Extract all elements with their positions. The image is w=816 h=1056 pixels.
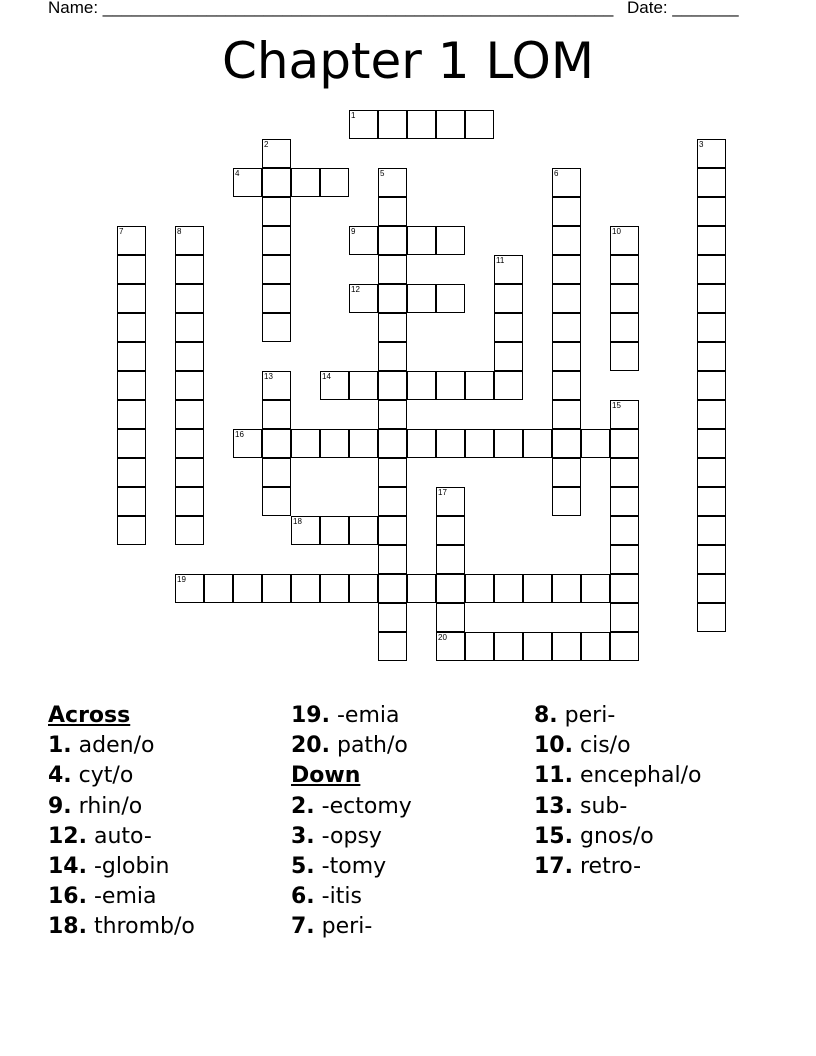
grid-cell[interactable] <box>378 574 407 603</box>
grid-cell[interactable] <box>523 429 552 458</box>
grid-cell[interactable] <box>378 284 407 313</box>
grid-cell[interactable] <box>378 226 407 255</box>
grid-cell[interactable] <box>378 458 407 487</box>
grid-cell[interactable] <box>494 255 523 284</box>
grid-cell[interactable] <box>610 487 639 516</box>
grid-cell[interactable] <box>175 371 204 400</box>
grid-cell[interactable] <box>349 226 378 255</box>
clue-across-4 <box>48 761 195 791</box>
grid-cell[interactable] <box>552 226 581 255</box>
grid-cell-number: 20 <box>438 633 447 642</box>
grid-cell-number: 18 <box>293 517 302 526</box>
grid-cell[interactable] <box>320 516 349 545</box>
clue-down-11 <box>534 761 701 791</box>
grid-cell[interactable] <box>262 487 291 516</box>
grid-cell[interactable] <box>697 342 726 371</box>
page-title: Chapter 1 LOM <box>221 32 595 90</box>
clue-number: 17. <box>534 853 573 879</box>
grid-cell[interactable] <box>320 371 349 400</box>
grid-cell[interactable] <box>697 226 726 255</box>
grid-cell[interactable] <box>697 458 726 487</box>
clue-across-9 <box>48 792 195 822</box>
grid-cell[interactable] <box>697 545 726 574</box>
clue-text: cis/o <box>579 733 631 759</box>
grid-cell[interactable] <box>494 284 523 313</box>
grid-cell[interactable] <box>175 313 204 342</box>
grid-cell[interactable] <box>378 197 407 226</box>
clue-number: 6. <box>291 884 315 910</box>
grid-cell[interactable] <box>378 603 407 632</box>
clue-number: 15. <box>534 823 573 849</box>
grid-cell[interactable] <box>436 487 465 516</box>
grid-cell[interactable] <box>552 429 581 458</box>
clue-text: -globin <box>93 853 170 879</box>
grid-cell[interactable] <box>697 284 726 313</box>
grid-cell[interactable] <box>610 284 639 313</box>
clue-number: 10. <box>534 733 573 759</box>
across-heading: Across <box>48 703 131 728</box>
clue-down-6 <box>291 882 412 912</box>
clue-text: encephal/o <box>579 763 702 789</box>
grid-cell[interactable] <box>349 110 378 139</box>
grid-cell-number: 4 <box>235 169 240 178</box>
grid-cell[interactable] <box>378 632 407 661</box>
grid-cell[interactable] <box>436 371 465 400</box>
clue-text: -emia <box>93 884 157 910</box>
clue-text: sub- <box>579 793 628 819</box>
grid-cell-number: 12 <box>351 285 360 294</box>
clue-down-10 <box>534 731 701 761</box>
grid-cell[interactable] <box>175 458 204 487</box>
grid-cell[interactable] <box>320 168 349 197</box>
grid-cell[interactable] <box>117 400 146 429</box>
grid-cell[interactable] <box>436 545 465 574</box>
grid-cell[interactable] <box>697 574 726 603</box>
clue-number: 7. <box>291 914 315 940</box>
grid-cell[interactable] <box>494 342 523 371</box>
grid-cell[interactable] <box>552 197 581 226</box>
grid-cell[interactable] <box>175 400 204 429</box>
grid-cell[interactable] <box>117 284 146 313</box>
clue-number: 2. <box>291 793 315 819</box>
grid-cell[interactable] <box>436 226 465 255</box>
grid-cell[interactable] <box>610 632 639 661</box>
grid-cell[interactable] <box>378 487 407 516</box>
grid-cell[interactable] <box>523 632 552 661</box>
clue-number: 13. <box>534 793 573 819</box>
clue-number: 9. <box>48 793 72 819</box>
clue-down-7 <box>291 912 412 942</box>
grid-cell[interactable] <box>697 487 726 516</box>
grid-cell[interactable] <box>291 429 320 458</box>
grid-cell[interactable] <box>233 168 262 197</box>
clue-text: -emia <box>336 703 400 728</box>
clue-column-3 <box>534 701 701 882</box>
grid-cell[interactable] <box>291 574 320 603</box>
grid-cell[interactable] <box>436 574 465 603</box>
grid-cell[interactable] <box>262 458 291 487</box>
grid-cell[interactable] <box>610 342 639 371</box>
grid-cell[interactable] <box>407 574 436 603</box>
clue-number: 11. <box>534 763 573 789</box>
grid-cell[interactable] <box>407 110 436 139</box>
grid-cell[interactable] <box>262 226 291 255</box>
grid-cell[interactable] <box>175 226 204 255</box>
grid-cell[interactable] <box>378 545 407 574</box>
grid-cell[interactable] <box>697 400 726 429</box>
grid-cell[interactable] <box>349 516 378 545</box>
grid-cell[interactable] <box>262 429 291 458</box>
clue-down-17 <box>534 852 701 882</box>
clue-column-1 <box>48 701 195 943</box>
grid-cell[interactable] <box>262 168 291 197</box>
grid-cell[interactable] <box>697 255 726 284</box>
grid-cell[interactable] <box>610 400 639 429</box>
grid-cell[interactable] <box>349 284 378 313</box>
grid-cell[interactable] <box>697 139 726 168</box>
grid-cell[interactable] <box>494 313 523 342</box>
clue-across-12 <box>48 822 195 852</box>
grid-cell-number: 17 <box>438 488 447 497</box>
grid-cell[interactable] <box>610 574 639 603</box>
grid-cell[interactable] <box>407 226 436 255</box>
grid-cell[interactable] <box>117 487 146 516</box>
grid-cell[interactable] <box>465 110 494 139</box>
clue-text: -opsy <box>321 823 382 849</box>
clue-column-2 <box>291 701 412 943</box>
grid-cell[interactable] <box>523 574 552 603</box>
grid-cell[interactable] <box>378 400 407 429</box>
grid-cell[interactable] <box>117 226 146 255</box>
grid-cell[interactable] <box>291 516 320 545</box>
grid-cell[interactable] <box>436 516 465 545</box>
grid-cell[interactable] <box>407 429 436 458</box>
clue-down-13 <box>534 792 701 822</box>
grid-cell[interactable] <box>552 371 581 400</box>
grid-cell[interactable] <box>697 168 726 197</box>
grid-cell[interactable] <box>175 429 204 458</box>
grid-cell-number: 11 <box>496 256 505 265</box>
clue-number: 12. <box>48 823 87 849</box>
clue-text: -ectomy <box>321 793 412 819</box>
grid-cell[interactable] <box>378 342 407 371</box>
clue-number: 8. <box>534 703 558 728</box>
grid-cell[interactable] <box>436 110 465 139</box>
grid-cell[interactable] <box>378 371 407 400</box>
clue-text: path/o <box>336 733 408 759</box>
clue-text: cyt/o <box>78 763 134 789</box>
clue-down-2 <box>291 792 412 822</box>
clue-number: 5. <box>291 853 315 879</box>
grid-cell-number: 14 <box>322 372 331 381</box>
grid-cell[interactable] <box>175 342 204 371</box>
grid-cell[interactable] <box>552 632 581 661</box>
grid-cell[interactable] <box>407 371 436 400</box>
grid-cell[interactable] <box>175 487 204 516</box>
grid-cell[interactable] <box>378 429 407 458</box>
grid-cell[interactable] <box>117 371 146 400</box>
grid-cell[interactable] <box>494 574 523 603</box>
clue-number: 4. <box>48 763 72 789</box>
grid-cell[interactable] <box>465 632 494 661</box>
grid-cell-number: 9 <box>351 227 356 236</box>
grid-cell[interactable] <box>262 139 291 168</box>
grid-cell[interactable] <box>262 371 291 400</box>
grid-cell[interactable] <box>610 255 639 284</box>
grid-cell[interactable] <box>378 516 407 545</box>
grid-cell[interactable] <box>349 574 378 603</box>
grid-cell[interactable] <box>581 574 610 603</box>
grid-cell[interactable] <box>465 371 494 400</box>
grid-cell[interactable] <box>552 168 581 197</box>
clue-text: thromb/o <box>93 914 195 940</box>
grid-cell[interactable] <box>175 284 204 313</box>
grid-cell[interactable] <box>697 603 726 632</box>
grid-cell[interactable] <box>465 429 494 458</box>
grid-cell[interactable] <box>697 516 726 545</box>
clue-across-14 <box>48 852 195 882</box>
grid-cell[interactable] <box>262 313 291 342</box>
grid-cell[interactable] <box>610 545 639 574</box>
clue-across-16 <box>48 882 195 912</box>
grid-cell[interactable] <box>262 255 291 284</box>
clue-text: aden/o <box>78 733 155 759</box>
clue-down-15 <box>534 822 701 852</box>
grid-cell[interactable] <box>552 284 581 313</box>
clue-across-18 <box>48 912 195 942</box>
grid-cell[interactable] <box>610 458 639 487</box>
clue-text: gnos/o <box>579 823 654 849</box>
grid-cell[interactable] <box>581 429 610 458</box>
grid-cell[interactable] <box>436 284 465 313</box>
grid-cell[interactable] <box>697 429 726 458</box>
grid-cell[interactable] <box>581 632 610 661</box>
grid-cell-number: 10 <box>612 227 621 236</box>
grid-cell[interactable] <box>552 574 581 603</box>
grid-cell[interactable] <box>378 255 407 284</box>
grid-cell[interactable] <box>697 197 726 226</box>
grid-cell[interactable] <box>697 371 726 400</box>
clue-text: peri- <box>321 914 373 940</box>
grid-cell[interactable] <box>262 400 291 429</box>
grid-cell-number: 19 <box>177 575 186 584</box>
grid-cell[interactable] <box>378 313 407 342</box>
grid-cell[interactable] <box>320 574 349 603</box>
grid-cell-number: 7 <box>119 227 124 236</box>
grid-cell[interactable] <box>175 255 204 284</box>
name-field-label: Name: ______________________________________________________ <box>48 0 614 17</box>
grid-cell[interactable] <box>610 516 639 545</box>
grid-cell[interactable] <box>262 284 291 313</box>
grid-cell[interactable] <box>610 226 639 255</box>
clue-number: 20. <box>291 733 330 759</box>
grid-cell-number: 2 <box>264 140 269 149</box>
clue-down-3 <box>291 822 412 852</box>
clue-across-1 <box>48 731 195 761</box>
grid-cell[interactable] <box>233 574 262 603</box>
clue-text: auto- <box>93 823 152 849</box>
grid-cell[interactable] <box>436 632 465 661</box>
grid-cell-number: 6 <box>554 169 559 178</box>
clue-across-19 <box>291 701 412 731</box>
grid-cell[interactable] <box>117 342 146 371</box>
grid-cell[interactable] <box>436 429 465 458</box>
clue-text: -tomy <box>321 853 387 879</box>
grid-cell[interactable] <box>320 429 349 458</box>
grid-cell[interactable] <box>262 197 291 226</box>
clue-number: 19. <box>291 703 330 728</box>
grid-cell[interactable] <box>552 255 581 284</box>
grid-cell-number: 1 <box>351 111 356 120</box>
clue-text: retro- <box>579 853 642 879</box>
grid-cell[interactable] <box>610 429 639 458</box>
grid-cell[interactable] <box>117 313 146 342</box>
grid-cell[interactable] <box>117 255 146 284</box>
grid-cell[interactable] <box>552 342 581 371</box>
grid-cell[interactable] <box>494 429 523 458</box>
down-heading: Down <box>291 763 361 789</box>
grid-cell[interactable] <box>175 516 204 545</box>
date-field-label: Date: _______ <box>627 0 739 17</box>
grid-cell[interactable] <box>378 110 407 139</box>
grid-cell[interactable] <box>378 168 407 197</box>
grid-cell-number: 15 <box>612 401 621 410</box>
grid-cell[interactable] <box>494 632 523 661</box>
grid-cell-number: 5 <box>380 169 385 178</box>
clue-number: 16. <box>48 884 87 910</box>
grid-cell[interactable] <box>465 574 494 603</box>
clue-number: 18. <box>48 914 87 940</box>
grid-cell[interactable] <box>610 603 639 632</box>
grid-cell[interactable] <box>262 574 291 603</box>
clue-text: rhin/o <box>78 793 143 819</box>
grid-cell[interactable] <box>407 284 436 313</box>
grid-cell[interactable] <box>697 313 726 342</box>
grid-cell[interactable] <box>349 371 378 400</box>
grid-cell[interactable] <box>494 371 523 400</box>
grid-cell[interactable] <box>204 574 233 603</box>
grid-cell[interactable] <box>349 429 378 458</box>
grid-cell[interactable] <box>117 516 146 545</box>
grid-cell[interactable] <box>175 574 204 603</box>
clue-number: 3. <box>291 823 315 849</box>
clue-text: peri- <box>564 703 616 728</box>
grid-cell[interactable] <box>117 429 146 458</box>
clue-number: 14. <box>48 853 87 879</box>
grid-cell-number: 8 <box>177 227 182 236</box>
clue-number: 1. <box>48 733 72 759</box>
grid-cell[interactable] <box>117 458 146 487</box>
clue-down-5 <box>291 852 412 882</box>
grid-cell-number: 3 <box>699 140 704 149</box>
clue-across-20 <box>291 731 412 761</box>
clue-down-8 <box>534 701 701 731</box>
grid-cell[interactable] <box>552 313 581 342</box>
clue-text: -itis <box>321 884 362 910</box>
grid-cell-number: 16 <box>235 430 244 439</box>
grid-cell[interactable] <box>552 400 581 429</box>
grid-cell[interactable] <box>291 168 320 197</box>
grid-cell[interactable] <box>233 429 262 458</box>
grid-cell[interactable] <box>610 313 639 342</box>
grid-cell-number: 13 <box>264 372 273 381</box>
grid-cell[interactable] <box>552 487 581 516</box>
grid-cell[interactable] <box>436 603 465 632</box>
grid-cell[interactable] <box>552 458 581 487</box>
